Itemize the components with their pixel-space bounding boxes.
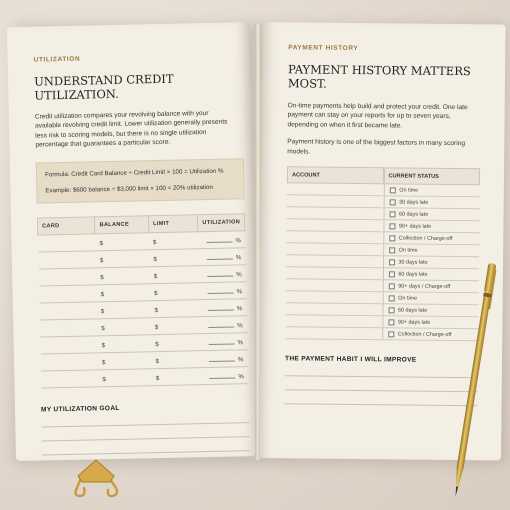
left-page <box>7 22 258 461</box>
status-label: 90+ days / Charge-off <box>398 283 451 290</box>
write-line[interactable] <box>207 276 233 278</box>
balance-cell[interactable]: $ <box>97 335 151 353</box>
status-option[interactable] <box>383 257 479 270</box>
status-option[interactable] <box>383 293 479 306</box>
status-label: On time <box>399 187 419 194</box>
percent-sign: % <box>237 339 244 347</box>
status-option[interactable] <box>383 281 479 294</box>
status-label: 60 days late <box>399 211 429 218</box>
utilization-table <box>37 214 249 389</box>
utilization-cell[interactable] <box>200 333 247 351</box>
card-cell[interactable] <box>39 285 97 303</box>
account-write-line[interactable] <box>286 292 383 305</box>
status-option[interactable] <box>384 221 480 234</box>
write-line[interactable] <box>208 310 234 312</box>
account-write-line[interactable] <box>286 232 383 245</box>
intro-paragraph: Credit utilization compares your revolving balance with your available revolving credit limit. Lower utilization generally presents less risk to scoring models, but there is no single utilization percentage that guarantees a particular score. <box>34 109 228 149</box>
write-line[interactable] <box>209 378 235 380</box>
utilization-cell[interactable] <box>201 350 248 368</box>
checkbox[interactable] <box>388 319 394 325</box>
status-option[interactable] <box>384 185 480 198</box>
utilization-cell[interactable] <box>199 282 246 300</box>
checkbox[interactable] <box>389 211 395 217</box>
checkbox[interactable] <box>388 283 394 289</box>
formula-label: Formula: <box>44 170 70 179</box>
account-write-line[interactable] <box>287 184 384 197</box>
card-cell[interactable] <box>38 251 96 269</box>
utilization-cell[interactable] <box>200 316 247 334</box>
balance-cell[interactable]: $ <box>96 267 150 285</box>
status-label: On time <box>398 247 418 254</box>
checkbox[interactable] <box>388 307 394 313</box>
card-cell[interactable] <box>39 268 97 286</box>
card-cell[interactable] <box>41 370 99 388</box>
status-label: 30 days late <box>399 199 429 206</box>
page-title: PAYMENT HISTORY MATTERS MOST. <box>287 62 471 91</box>
col-utilization: UTILIZATION <box>198 214 245 232</box>
account-write-line[interactable] <box>287 196 384 209</box>
limit-cell[interactable]: $ <box>151 351 201 369</box>
account-write-line[interactable] <box>286 280 383 293</box>
formula-text: Credit Card Balance ÷ Credit Limit × 100 = Utilization % <box>71 167 224 178</box>
write-line[interactable] <box>209 344 235 346</box>
example-text: $600 balance ÷ $3,000 limit × 100 = 20% utilization <box>72 183 213 194</box>
col-account: ACCOUNT <box>287 167 384 185</box>
percent-sign: % <box>236 288 243 296</box>
account-write-line[interactable] <box>286 244 383 257</box>
limit-cell[interactable]: $ <box>151 334 201 352</box>
status-option[interactable] <box>383 329 479 342</box>
account-write-line[interactable] <box>286 256 383 269</box>
percent-sign: % <box>235 237 242 245</box>
write-line[interactable] <box>209 361 235 363</box>
checkbox[interactable] <box>389 187 395 193</box>
status-label: Collection / Charge-off <box>397 331 452 338</box>
percent-sign: % <box>238 373 244 381</box>
formula-box <box>36 158 245 204</box>
goal-section <box>41 403 250 456</box>
status-label: Collection / Charge-off <box>398 235 453 242</box>
card-cell[interactable] <box>40 336 98 354</box>
status-option[interactable] <box>384 245 480 258</box>
status-option[interactable] <box>384 209 480 222</box>
status-column <box>382 168 480 342</box>
write-line[interactable] <box>207 259 233 261</box>
checkbox[interactable] <box>388 331 394 337</box>
balance-cell[interactable]: $ <box>96 250 150 268</box>
balance-cell[interactable]: $ <box>97 301 151 319</box>
account-column <box>285 167 383 341</box>
habit-heading: THE PAYMENT HABIT I WILL IMPROVE <box>285 355 417 364</box>
status-label: 60 days late <box>398 271 428 278</box>
account-write-line[interactable] <box>285 304 382 317</box>
balance-cell[interactable]: $ <box>95 233 149 251</box>
write-line[interactable] <box>206 242 232 244</box>
limit-cell[interactable]: $ <box>149 249 199 267</box>
percent-sign: % <box>235 254 242 262</box>
col-current-status: CURRENT STATUS <box>384 168 480 186</box>
card-cell[interactable] <box>38 234 96 252</box>
limit-cell[interactable]: $ <box>150 283 200 301</box>
card-cell[interactable] <box>40 353 98 371</box>
status-label: On time <box>398 295 418 302</box>
limit-cell[interactable]: $ <box>149 232 199 250</box>
limit-cell[interactable]: $ <box>151 317 201 335</box>
utilization-cell[interactable] <box>198 231 245 249</box>
balance-cell[interactable]: $ <box>98 369 152 387</box>
write-line[interactable] <box>208 293 234 295</box>
status-option[interactable] <box>384 197 480 210</box>
gold-binder-clip-icon[interactable] <box>66 452 126 502</box>
utilization-cell[interactable] <box>199 265 246 283</box>
checkbox[interactable] <box>389 199 395 205</box>
status-option[interactable] <box>383 305 479 318</box>
utilization-table-wrap <box>37 214 249 389</box>
habit-section <box>285 356 479 407</box>
account-write-line[interactable] <box>285 316 382 329</box>
status-option[interactable] <box>383 317 479 330</box>
col-limit: LIMIT <box>148 215 198 233</box>
section-kicker: UTILIZATION <box>33 55 81 64</box>
write-line[interactable] <box>285 391 478 407</box>
account-write-line[interactable] <box>285 328 382 341</box>
write-line[interactable] <box>208 327 234 329</box>
status-label: 90+ days late <box>398 223 432 230</box>
checkbox[interactable] <box>388 295 394 301</box>
card-cell[interactable] <box>40 319 98 337</box>
utilization-cell[interactable] <box>201 367 248 385</box>
utilization-cell[interactable] <box>200 299 247 317</box>
balance-cell[interactable]: $ <box>98 352 152 370</box>
account-write-line[interactable] <box>286 220 383 233</box>
utilization-cell[interactable] <box>198 248 245 266</box>
balance-cell[interactable]: $ <box>96 284 150 302</box>
percent-sign: % <box>237 356 244 364</box>
account-write-line[interactable] <box>286 208 383 221</box>
checkbox[interactable] <box>389 223 395 229</box>
checkbox[interactable] <box>389 247 395 253</box>
checkbox[interactable] <box>388 271 394 277</box>
payment-table <box>285 167 480 342</box>
checkbox[interactable] <box>389 235 395 241</box>
limit-cell[interactable]: $ <box>150 300 200 318</box>
status-label: 60 days late <box>398 307 428 314</box>
status-label: 30 days late <box>398 259 428 266</box>
section-kicker: PAYMENT HISTORY <box>288 44 359 53</box>
limit-cell[interactable]: $ <box>152 368 202 386</box>
percent-sign: % <box>236 305 243 313</box>
col-balance: BALANCE <box>95 216 149 234</box>
account-write-line[interactable] <box>286 268 383 281</box>
status-label: 90+ days late <box>397 319 431 326</box>
formula-line <box>45 165 235 181</box>
example-label: Example: <box>45 186 72 194</box>
intro-paragraph: On-time payments help build and protect your credit. One late payment can stay on your reports for up to seven years, depending on when it first became late. <box>287 101 468 130</box>
percent-sign: % <box>236 271 242 279</box>
limit-cell[interactable]: $ <box>150 266 200 284</box>
status-option[interactable] <box>383 269 479 282</box>
col-card: CARD <box>37 217 95 235</box>
page-title: UNDERSTAND CREDIT UTILIZATION. <box>33 71 174 103</box>
table-row <box>41 367 248 388</box>
goal-heading: MY UTILIZATION GOAL <box>40 405 120 414</box>
balance-cell[interactable]: $ <box>97 318 151 336</box>
status-option[interactable] <box>384 233 480 246</box>
example-line <box>45 181 235 197</box>
card-cell[interactable] <box>39 302 97 320</box>
checkbox[interactable] <box>389 259 395 265</box>
percent-sign: % <box>237 322 243 330</box>
note-paragraph: Payment history is one of the biggest factors in many scoring models. <box>287 138 466 156</box>
